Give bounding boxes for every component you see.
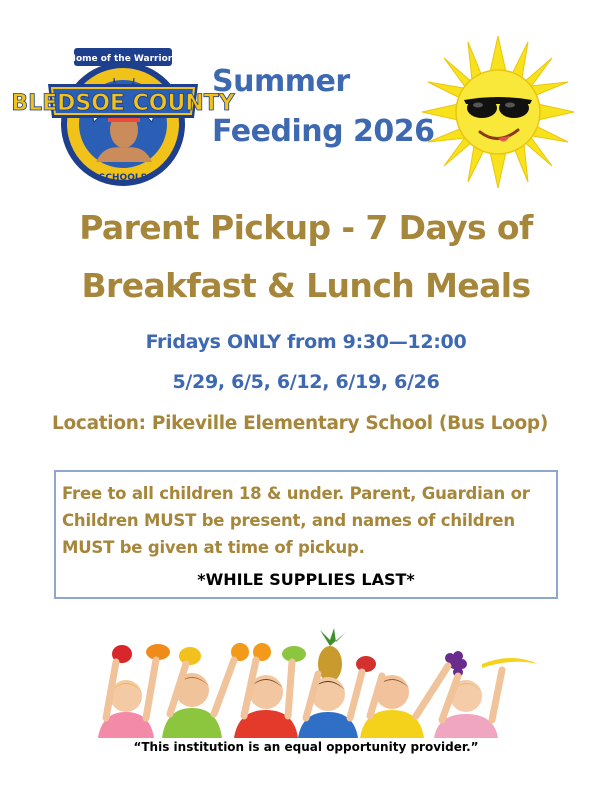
headline-line-1: Parent Pickup - 7 Days of bbox=[79, 208, 533, 247]
logo-top-text: Home of the Warriors bbox=[68, 54, 178, 64]
title-line-1: Summer bbox=[212, 64, 350, 99]
logo-name-text: BLEDSOE COUNTY bbox=[11, 91, 235, 116]
info-box bbox=[54, 470, 558, 599]
location-text: Location: Pikeville Elementary School (Bus Loop) bbox=[52, 413, 548, 434]
fruit-group bbox=[112, 628, 538, 682]
supplies-note: *WHILE SUPPLIES LAST* bbox=[197, 570, 415, 589]
headline-line-2: Breakfast & Lunch Meals bbox=[81, 266, 531, 305]
logo-bottom-text: SCHOOLS bbox=[98, 173, 148, 183]
info-text: Free to all children 18 & under. Parent, Guardian or Children MUST be present, and names of children MUST be given at time of pickup. bbox=[62, 484, 530, 557]
sun-with-sunglasses-icon bbox=[420, 34, 576, 190]
school-logo bbox=[11, 44, 235, 192]
schedule-dates: 5/29, 6/5, 6/12, 6/19, 6/26 bbox=[172, 371, 440, 393]
equal-opportunity-statement: “This institution is an equal opportunity provider.” bbox=[133, 740, 479, 754]
schedule-days: Fridays ONLY from 9:30—12:00 bbox=[145, 331, 467, 353]
children-with-fruit-illustration bbox=[62, 626, 548, 738]
title-line-2: Feeding 2026 bbox=[212, 114, 435, 149]
